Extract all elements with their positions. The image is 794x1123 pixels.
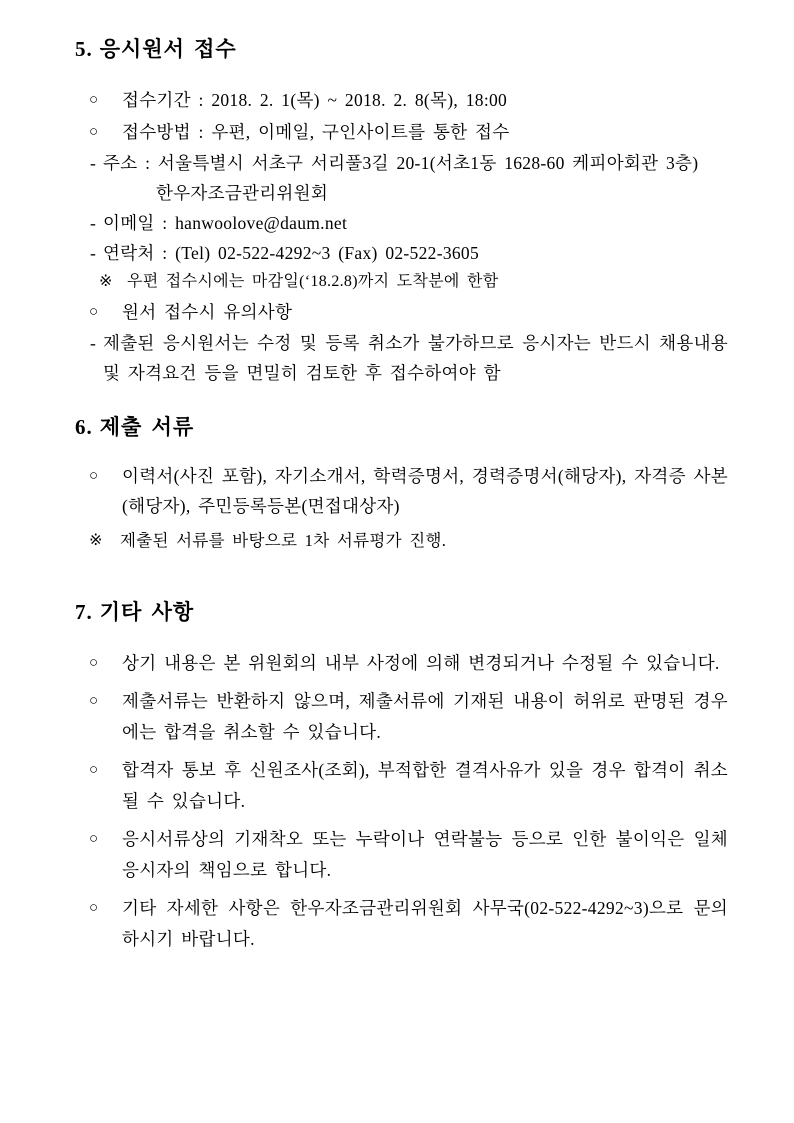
circle-bullet-icon: ○ xyxy=(89,900,99,916)
other-item-text: 제출서류는 반환하지 않으며, 제출서류에 기재된 내용이 허위로 판명된 경우에는 합격을 취소할 수 있습니다. xyxy=(122,691,728,742)
circle-bullet-icon: ○ xyxy=(89,762,99,778)
section-7-title: 기타 사항 xyxy=(99,600,195,624)
section-5-title: 응시원서 접수 xyxy=(99,37,237,61)
documents-list-row xyxy=(89,461,728,521)
circle-bullet-icon: ○ xyxy=(89,655,99,671)
dash-bullet-icon: - xyxy=(90,333,97,353)
contact-row xyxy=(90,238,728,268)
other-item-text: 상기 내용은 본 위원회의 내부 사정에 의해 변경되거나 수정될 수 있습니다. xyxy=(122,653,720,673)
circle-bullet-icon: ○ xyxy=(89,304,99,320)
section-7-heading xyxy=(75,599,728,626)
mail-deadline-note-row xyxy=(99,268,728,295)
dash-bullet-icon: - xyxy=(90,243,97,263)
receipt-period-text: 접수기간 : 2018. 2. 1(목) ~ 2018. 2. 8(목), 18:00 xyxy=(122,90,508,110)
section-required-documents xyxy=(75,414,728,555)
screening-note-text: 제출된 서류를 바탕으로 1차 서류평가 진행. xyxy=(120,531,447,550)
address-text xyxy=(103,148,728,208)
other-item-row xyxy=(89,648,728,679)
section-5-number: 5. xyxy=(75,37,93,61)
other-item-text: 합격자 통보 후 신원조사(조회), 부적합한 결격사유가 있을 경우 합격이 취소될 수 있습니다. xyxy=(122,760,728,811)
section-application-receipt xyxy=(75,36,728,388)
circle-bullet-icon: ○ xyxy=(89,124,99,140)
circle-bullet-icon: ○ xyxy=(89,92,99,108)
section-5-heading xyxy=(75,36,728,63)
other-item-row xyxy=(89,755,728,817)
other-item-row xyxy=(89,824,728,886)
mail-deadline-note-text: 우편 접수시에는 마감일(‘18.2.8)까지 도착분에 한함 xyxy=(127,273,499,290)
documents-list-text: 이력서(사진 포함), 자기소개서, 학력증명서, 경력증명서(해당자), 자격증 사본(해당자), 주민등록등본(면접대상자) xyxy=(122,466,728,516)
screening-note-row xyxy=(89,527,728,555)
receipt-method-row xyxy=(89,117,728,147)
section-6-title: 제출 서류 xyxy=(99,415,195,439)
caution-detail-row xyxy=(90,328,728,388)
section-other-matters xyxy=(75,599,728,955)
circle-bullet-icon: ○ xyxy=(89,468,99,484)
section-6-heading xyxy=(75,414,728,441)
circle-bullet-icon: ○ xyxy=(89,831,99,847)
caution-detail-text: 제출된 응시원서는 수정 및 등록 취소가 불가하므로 응시자는 반드시 채용내용 및 자격요건 등을 면밀히 검토한 후 접수하여야 함 xyxy=(103,333,728,383)
address-row xyxy=(90,148,728,208)
reference-mark-icon: ※ xyxy=(89,532,103,549)
section-6-number: 6. xyxy=(75,415,93,439)
other-item-text: 기타 자세한 사항은 한우자조금관리위원회 사무국(02-522-4292~3)으로 문의하시기 바랍니다. xyxy=(122,898,728,949)
address-label: 주소 : xyxy=(103,153,158,173)
address-organization: 한우자조금관리위원회 xyxy=(156,183,329,203)
caution-title-text: 원서 접수시 유의사항 xyxy=(122,302,293,322)
reference-mark-icon: ※ xyxy=(99,273,113,290)
contact-text: 연락처 : (Tel) 02-522-4292~3 (Fax) 02-522-3605 xyxy=(103,243,480,263)
other-item-row xyxy=(89,893,728,955)
section-7-number: 7. xyxy=(75,600,93,624)
receipt-method-text: 접수방법 : 우편, 이메일, 구인사이트를 통한 접수 xyxy=(122,122,510,142)
circle-bullet-icon: ○ xyxy=(89,693,99,709)
other-item-row xyxy=(89,686,728,748)
email-text: 이메일 : hanwoolove@daum.net xyxy=(103,213,348,233)
address-value: 서울특별시 서초구 서리풀3길 20-1(서초1동 1628-60 케피아회관 3층) xyxy=(157,153,699,173)
dash-bullet-icon: - xyxy=(90,213,97,233)
receipt-period-row xyxy=(89,85,728,115)
email-row xyxy=(90,208,728,238)
caution-title-row xyxy=(89,297,728,327)
other-item-text: 응시서류상의 기재착오 또는 누락이나 연락불능 등으로 인한 불이익은 일체 응시자의 책임으로 합니다. xyxy=(122,829,728,880)
dash-bullet-icon: - xyxy=(90,153,97,173)
address-line1 xyxy=(103,148,728,178)
